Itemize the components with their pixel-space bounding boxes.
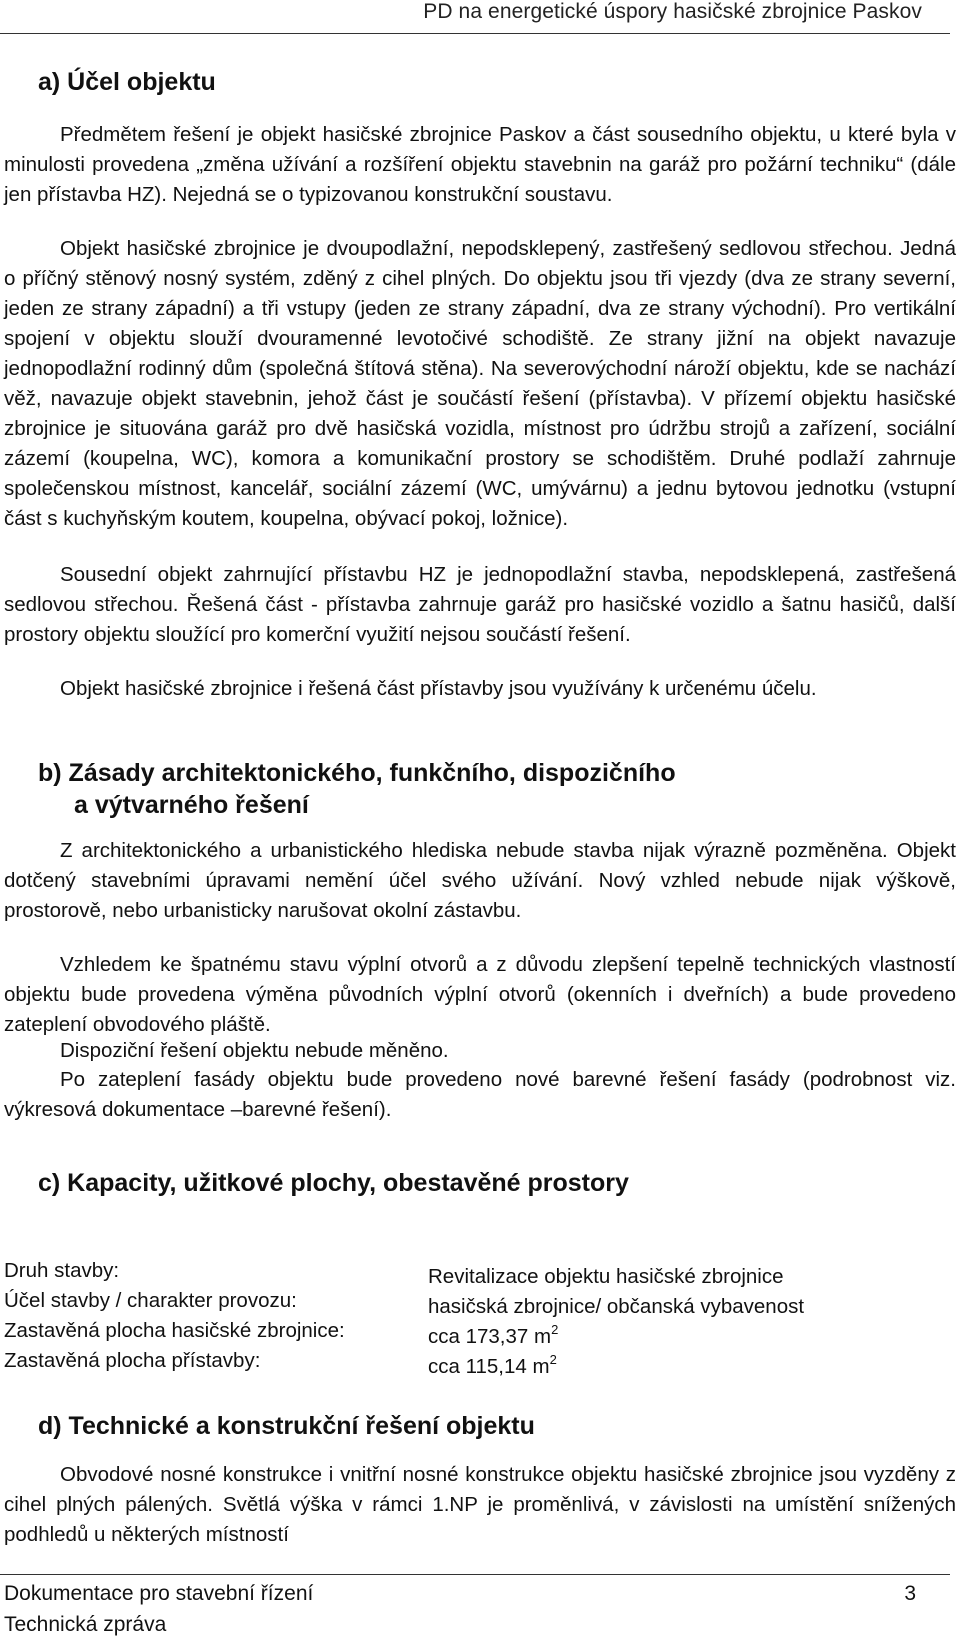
capacity-value: hasičská zbrojnice/ občanská vybavenost [428,1294,805,1318]
section-b-heading-line1: b) Zásady architektonického, funkčního, dispozičního [38,759,676,787]
capacity-row [4,1256,904,1286]
capacity-label: Účel stavby / charakter provozu: [4,1289,297,1312]
page-header-title: PD na energetické úspory hasičské zbrojnice Paskov [423,0,922,23]
section-a-paragraph-3: Sousední objekt zahrnující přístavbu HZ je jednopodlažní stavba, nepodsklepená, zastřešená sedlovou střechou. Řešená část - přístavba zahrnuje garáž pro hasičské vozidlo a šatnu hasičů, další prostory objektu sloužící pro komerční využití nejsou součástí řešení. [4,563,956,646]
page-footer [4,1578,313,1640]
capacity-value: cca 115,14 $m^2$ [428,1352,557,1378]
footer-document-name: Technická zpráva [4,1613,167,1636]
capacity-row [4,1346,904,1376]
section-d-paragraph-1: Obvodové nosné konstrukce i vnitřní nosné konstrukce objektu hasičské zbrojnice jsou vyzděny z cihel plných pálených. Světlá výška v rámci 1.NP je proměnlivá, v závislosti na umístění snížených podhledů u některých místností [4,1463,956,1546]
section-b-paragraph-1: Z architektonického a urbanistického hlediska nebude stavba nijak výrazně pozměněna. Objekt dotčený stavebními úpravami nemění účel svého užívání. Nový vzhled nebude nijak výškově, prostorově, nebo urbanisticky narušovat okolní zástavbu. [4,839,956,922]
capacity-row [4,1316,904,1346]
capacity-row [4,1286,904,1316]
section-a-heading: a) Účel objektu [38,68,216,96]
section-b-paragraph-3: Dispoziční řešení objektu nebude měněno. [60,1039,449,1062]
capacity-label: Zastavěná plocha hasičské zbrojnice: [4,1319,345,1342]
footer-divider [0,1574,950,1575]
section-a-paragraph-1: Předmětem řešení je objekt hasičské zbrojnice Paskov a část sousedního objektu, u které byla v minulosti provedena „změna užívání a rozšíření objektu stavebnin na garáž pro požární techniku“ (dále jen přístavba HZ). Nejedná se o typizovanou konstrukční soustavu. [4,123,956,206]
section-b-paragraph-2: Vzhledem ke špatnému stavu výplní otvorů a z důvodu zlepšení tepelně technických vlastností objektu bude provedena výměna původních výplní otvorů (okenních i dveřních) a bude provedeno zateplení obvodového pláště. [4,953,956,1036]
section-b-paragraph-4: Po zateplení fasády objektu bude provedeno nové barevné řešení fasády (podrobnost viz. výkresová dokumentace –barevné řešení). [4,1068,956,1121]
capacity-label: Zastavěná plocha přístavby: [4,1349,261,1372]
capacity-table [4,1256,904,1376]
header-divider [0,33,950,34]
section-a-paragraph-4: Objekt hasičské zbrojnice i řešená část přístavby jsou využívány k určenému účelu. [60,677,817,700]
section-c-heading: c) Kapacity, užitkové plochy, obestavěné prostory [38,1169,629,1197]
section-d-heading: d) Technické a konstrukční řešení objektu [38,1412,535,1440]
section-a-paragraph-2: Objekt hasičské zbrojnice je dvoupodlažní, nepodsklepený, zastřešený sedlovou střechou. Jedná o příčný stěnový nosný systém, zděný z cihel plných. Do objektu jsou tři vjezdy (dva ze strany severní, jeden ze strany západní) a tři vstupy (jeden ze strany západní, dva ze strany východní). Pro vertikální spojení v objektu slouží dvouramenné levotočivé schodiště. Ze strany jižní na objekt navazuje jednopodlažní rodinný dům (společná štítová stěna). Na severovýchodní nároží objektu, kde se nachází věž, navazuje objekt stavebnin, jehož část je součástí řešení (přístavba). V přízemí objektu hasičské zbrojnice je situována garáž pro dvě hasičská vozidla, místnost pro údržbu strojů a zařízení, sociální zázemí (koupelna, WC), komora a komunikační prostory se schodištěm. Druhé podlaží zahrnuje společenskou místnost, kancelář, sociální zázemí (WC, umývárnu) a jednu bytovou jednotku (vstupní část s kuchyňským koutem, koupelna, obývací pokoj, ložnice). [4,237,956,530]
footer-document-type: Dokumentace pro stavební řízení [4,1582,314,1605]
capacity-label: Druh stavby: [4,1259,120,1282]
section-b-heading-line2: a výtvarného řešení [74,791,309,819]
capacity-value: cca 173,37 $m^2$ [428,1322,559,1348]
capacity-value: Revitalizace objektu hasičské zbrojnice [428,1264,784,1288]
page-number: 3 [904,1582,916,1605]
